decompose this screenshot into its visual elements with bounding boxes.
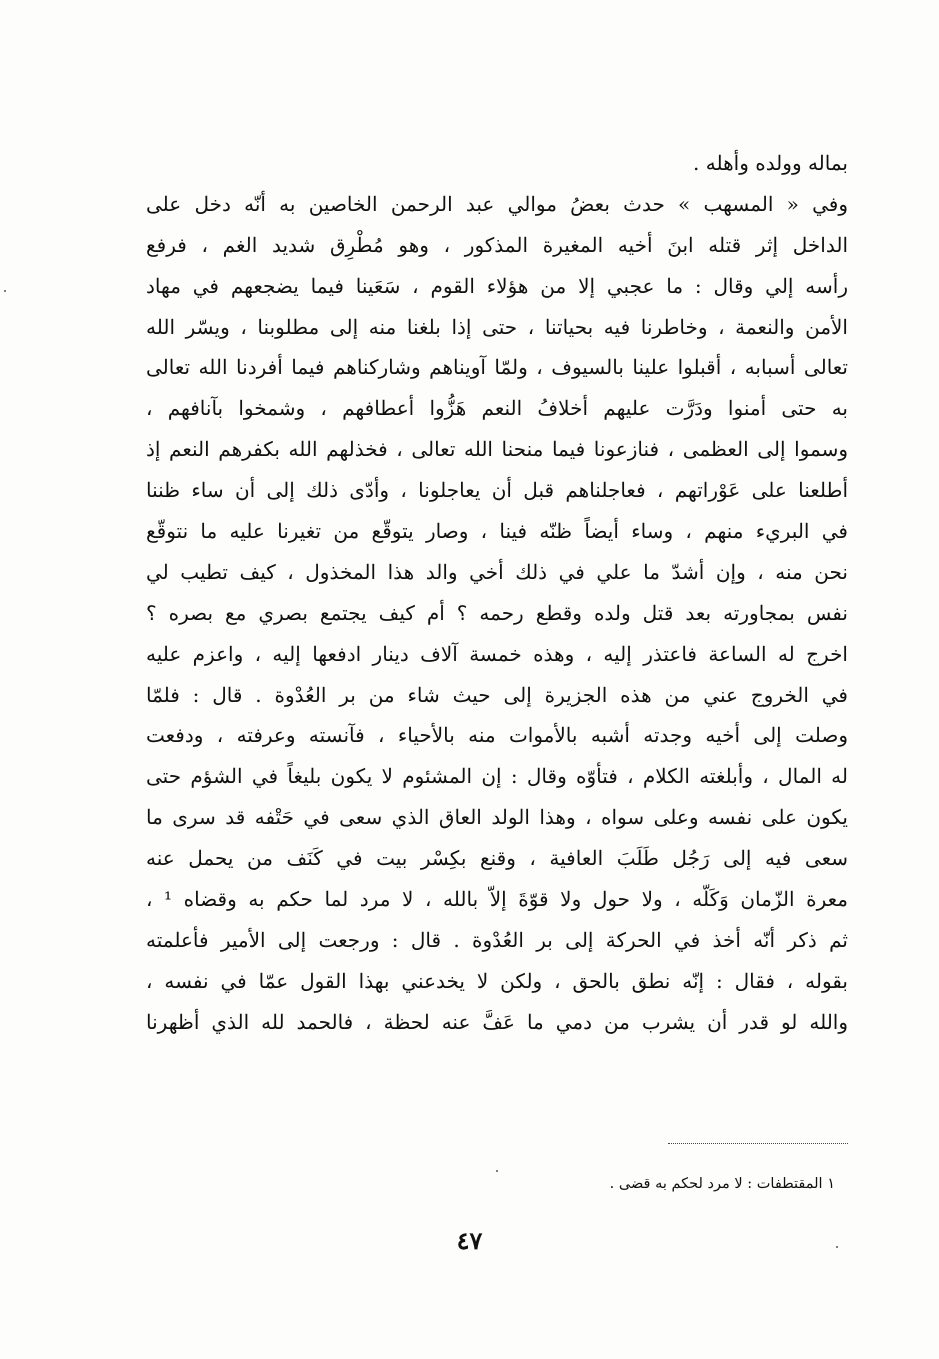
text-line-5: الأمن والنعمة ، وخاطرنا فيه بحياتنا ، حتى إذا بلغنا منه إلى مطلوبنا ، ويسّر الله (146, 314, 848, 339)
scan-speck (496, 1170, 498, 1172)
text-line-15: وصلت إلى أخيه وجدته أشبه بالأموات منه بالأحياء ، فآنسته وعرفته ، ودفعت (146, 723, 848, 748)
text-line-12: نفس بمجاورته بعد قتل ولده وقطع رحمه ؟ أم كيف يجتمع بصري مع بصره ؟ (146, 600, 848, 625)
text-line-17: يكون على نفسه وعلى سواه ، وهذا الولد العاق الذي سعى في حَتْفه قد سرى ما (146, 805, 848, 830)
text-line-14: في الخروج عني من هذه الجزيرة إلى حيث شاء من بر العُدْوة . قال : فلمّا (146, 682, 848, 707)
text-line-7: به حتى أمنوا ودَرَّت عليهم أخلافُ النعم هَزُّوا أعطافهم ، وشمخوا بآنافهم ، (146, 396, 848, 421)
text-line-18: سعى فيه إلى رَجُل طَلَبَ العافية ، وقنع بكِسْر بيت في كَنَف من يحمل عنه (146, 846, 848, 871)
text-line-4: رأسه إلي وقال : ما عجبي إلا من هؤلاء القوم ، سَعَينا فيما يضجعهم في مهاد (146, 273, 848, 298)
text-line-10: في البريء منهم ، وساء أيضاً ظنّه فينا ، وصار يتوقّع من تغيرنا عليه ما نتوقّع (146, 519, 848, 544)
footnote: ١ المقتطفات : لا مرد لحكم به قضى . (609, 1176, 835, 1192)
text-line-20: ثم ذكر أنّه أخذ في الحركة إلى بر العُدْوة . قال : ورجعت إلى الأمير فأعلمته (146, 927, 848, 952)
body-text (146, 143, 848, 1043)
text-line-19: معرة الزّمان وَكَلّه ، ولا حول ولا قوّةَ إلاّ بالله ، لا مرد لما حكم به وقضاه ¹ ، (146, 887, 848, 912)
scan-speck (836, 1246, 838, 1248)
text-line-22: والله لو قدر أن يشرب من دمي ما عَفَّ عنه لحظة ، فالحمد لله الذي أظهرنا (146, 1009, 848, 1034)
text-line-6: تعالى أسبابه ، أقبلوا علينا بالسيوف ، ولمّا آويناهم وشاركناهم فيما أفردنا الله تعالى (146, 355, 848, 380)
text-line-3: الداخل إثر قتله ابنَ أخيه المغيرة المذكور ، وهو مُطْرِق شديد الغم ، فرفع (146, 232, 848, 257)
text-line-9: أطلعنا على عَوْراتهم ، فعاجلناهم قبل أن يعاجلونا ، وأدّى ذلك إلى أن ساء ظننا (146, 478, 848, 503)
page-number: ٤٧ (456, 1226, 483, 1255)
text-line-21: بقوله ، فقال : إنّه نطق بالحق ، ولكن لا يخدعني بهذا القول عمّا في نفسه ، (146, 968, 848, 993)
text-line-2: وفي « المسهب » حدث بعضُ موالي عبد الرحمن الخاصين به أنّه دخل على (146, 191, 848, 216)
text-line-13: اخرج له الساعة فاعتذر إليه ، وهذه خمسة آلاف دينار ادفعها إليه ، واعزم عليه (146, 641, 848, 666)
text-line-16: له المال ، وأبلغته الكلام ، فتأوّه وقال : إن المشئوم لا يكون بليغاً في الشؤم حتى (146, 764, 848, 789)
footnote-separator (668, 1143, 848, 1144)
scan-speck (4, 290, 6, 292)
text-line-11: نحن منه ، وإن أشدّ ما علي في ذلك أخي والد هذا المخذول ، كيف تطيب لي (146, 559, 848, 584)
text-line-1: بماله وولده وأهله . (693, 151, 848, 175)
text-line-8: وسموا إلى العظمى ، فنازعونا فيما منحنا الله تعالى ، فخذلهم الله بكفرهم النعم إذ (146, 437, 848, 462)
